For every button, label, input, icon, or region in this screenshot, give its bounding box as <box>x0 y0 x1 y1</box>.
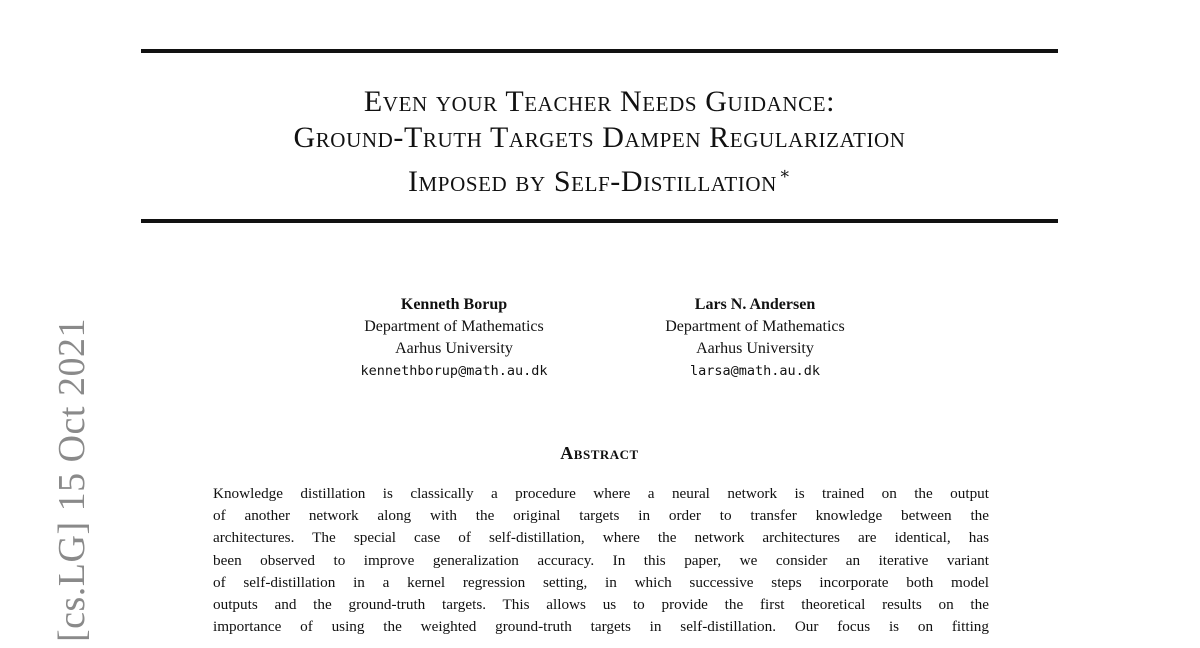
author-block-1 <box>294 294 614 382</box>
abstract-line: of self-distillation in a kernel regression setting, in which successive steps incorporate both model <box>213 573 989 591</box>
title-rule-bottom <box>141 219 1058 223</box>
title-footnote-mark[interactable]: ∗ <box>778 164 792 183</box>
title-line-2: Ground-Truth Targets Dampen Regularization <box>293 121 906 154</box>
paper-title <box>141 84 1058 200</box>
abstract-line: outputs and the ground-truth targets. This allows us to provide the first theoretical results on the <box>213 596 989 614</box>
author-department: Department of Mathematics <box>665 318 845 335</box>
author-email[interactable]: kennethborup@math.au.dk <box>360 363 548 379</box>
abstract-line: Knowledge distillation is classically a procedure where a neural network is trained on the output <box>213 485 989 502</box>
author-block-2 <box>595 294 915 382</box>
title-rule-top <box>141 49 1058 53</box>
author-email[interactable]: larsa@math.au.dk <box>689 363 821 379</box>
title-line-1: Even your Teacher Needs Guidance: <box>363 85 836 118</box>
arxiv-identifier-sidebar: [cs.LG] 15 Oct 2021 <box>51 318 93 642</box>
abstract-line: been observed to improve generalization accuracy. In this paper, we consider an iterative variant <box>213 551 989 569</box>
author-name: Kenneth Borup <box>400 296 508 313</box>
abstract-line: architectures. The special case of self-distillation, where the network architectures are identical, has <box>213 529 989 547</box>
author-name: Lars N. Andersen <box>694 296 816 313</box>
author-university: Aarhus University <box>395 340 513 357</box>
title-line-3 <box>141 156 1058 200</box>
abstract-line: importance of using the weighted ground-truth targets in self-distillation. Our focus is on fitting <box>213 618 989 636</box>
title-line-3-text: Imposed by Self-Distillation <box>407 165 777 198</box>
abstract-line: of another network along with the original targets in order to transfer knowledge between the <box>213 507 989 525</box>
abstract-heading: Abstract <box>560 443 639 463</box>
abstract-body <box>213 483 989 638</box>
author-department: Department of Mathematics <box>364 318 544 335</box>
author-university: Aarhus University <box>696 340 814 357</box>
